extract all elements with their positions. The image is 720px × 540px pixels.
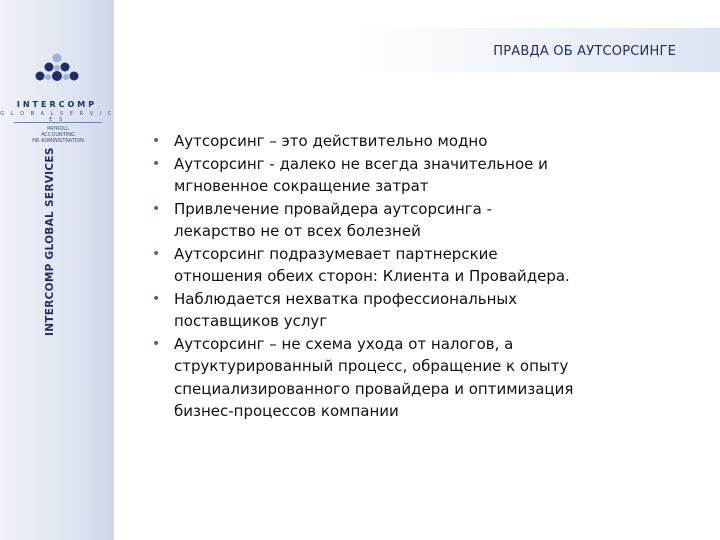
bullet-item xyxy=(150,333,680,423)
bullet-list xyxy=(150,130,680,423)
bullet-text-line: лекарство не от всех болезней xyxy=(174,222,421,240)
bullet-icon: • xyxy=(152,335,161,352)
bullet-text-line: Аутсорсинг – это действительно модно xyxy=(174,132,488,150)
tagline-line: ACCOUNTING xyxy=(41,132,75,138)
bullet-text-line: отношения обеих сторон: Клиента и Провайдера. xyxy=(174,267,570,285)
bullet-text-line: Аутсорсинг - далеко не всегда значительное и xyxy=(174,154,548,173)
bullet-icon: • xyxy=(152,200,161,217)
brand-subtitle: G L O B A L S E R V I C E S xyxy=(0,111,114,123)
bullet-text-line: Аутсорсинг – не схема ухода от налогов, а xyxy=(174,334,514,353)
bullet-text-line: Привлечение провайдера аутсорсинга - xyxy=(174,199,493,218)
sidebar xyxy=(0,0,114,540)
tagline-line: PAYROLL xyxy=(47,126,69,132)
bullet-icon: • xyxy=(152,290,161,307)
vertical-brand-text: INTERCOMP GLOBAL SERVICES xyxy=(44,147,56,336)
bullet-item xyxy=(150,243,680,288)
bullet-text-line: структурированный процесс, обращение к опыту xyxy=(174,357,569,375)
tagline xyxy=(14,122,102,144)
bullet-item xyxy=(150,198,680,243)
bullet-icon: • xyxy=(152,245,161,262)
bullet-icon: • xyxy=(152,133,161,149)
bullet-text-line: бизнес-процессов компании xyxy=(174,402,399,420)
bullet-icon: • xyxy=(152,155,161,172)
bullet-text-line: мгновенное сокращение затрат xyxy=(174,177,429,195)
bullet-text-line: Наблюдается нехватка профессиональных xyxy=(174,289,518,308)
dot-triangle-logo-icon xyxy=(27,46,87,96)
bullet-text-line: специализированного провайдера и оптимизация xyxy=(174,379,574,398)
bullet-text-line: Аутсорсинг подразумевает партнерские xyxy=(174,244,498,263)
bullet-item xyxy=(150,153,680,198)
brand-name: INTERCOMP xyxy=(16,100,98,109)
bullet-list-container xyxy=(150,130,680,423)
bullet-text-line: поставщиков услуг xyxy=(174,312,328,330)
tagline-line: HR ADMINISTRATION xyxy=(32,138,84,144)
bullet-item xyxy=(150,288,680,333)
slide-title: ПРАВДА ОБ АУТСОРСИНГЕ xyxy=(493,44,676,59)
bullet-item xyxy=(150,130,680,153)
